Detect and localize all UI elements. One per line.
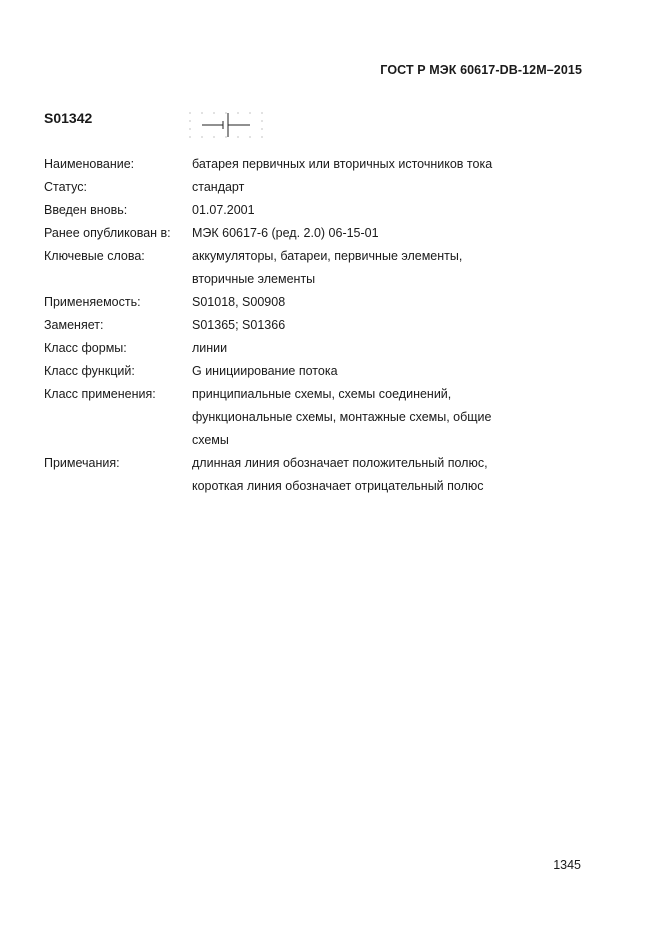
attribute-value: [192, 383, 584, 452]
attribute-value: [192, 360, 584, 383]
attribute-row: [44, 222, 584, 245]
attribute-value: [192, 245, 584, 291]
attribute-label: Класс применения:: [44, 387, 156, 401]
attribute-row: [44, 291, 584, 314]
attribute-row: [44, 452, 584, 498]
attribute-row: [44, 245, 584, 291]
attribute-value-line: длинная линия обозначает положительный полюс,: [192, 456, 488, 470]
attribute-label: Класс функций:: [44, 364, 135, 378]
attribute-value-line: S01018, S00908: [192, 295, 286, 309]
attribute-label: Наименование:: [44, 157, 135, 171]
attribute-value-line: принципиальные схемы, схемы соединений,: [192, 387, 452, 401]
document-header: ГОСТ Р МЭК 60617-DB-12M–2015: [380, 63, 582, 77]
attribute-value: [192, 291, 584, 314]
attribute-label: Ранее опубликован в:: [44, 226, 171, 240]
attribute-label: Введен вновь:: [44, 203, 128, 217]
attribute-value: [192, 153, 584, 176]
attribute-value: [192, 314, 584, 337]
attribute-value-line: МЭК 60617-6 (ред. 2.0) 06-15-01: [192, 226, 379, 240]
page-number: 1345: [553, 858, 581, 872]
attribute-value: [192, 222, 584, 245]
attribute-row: [44, 337, 584, 360]
attribute-value: [192, 199, 584, 222]
attribute-label: Примечания:: [44, 456, 120, 470]
attribute-value-line: 01.07.2001: [192, 203, 255, 217]
attribute-row: [44, 153, 584, 176]
attribute-value-line: S01365; S01366: [192, 318, 286, 332]
attribute-row: [44, 314, 584, 337]
attribute-row: [44, 176, 584, 199]
attribute-value-line: стандарт: [192, 180, 245, 194]
attribute-row: [44, 360, 584, 383]
attribute-value-line: батарея первичных или вторичных источников тока: [192, 157, 493, 171]
attribute-value: [192, 452, 584, 498]
attribute-value: [192, 176, 584, 199]
attribute-row: [44, 383, 584, 452]
attribute-label: Применяемость:: [44, 295, 141, 309]
attribute-value-line: схемы: [192, 433, 229, 447]
attribute-value-line: аккумуляторы, батареи, первичные элементы,: [192, 249, 463, 263]
attribute-value: [192, 337, 584, 360]
attribute-value-line: функциональные схемы, монтажные схемы, общие: [192, 410, 492, 424]
attribute-value-line: линии: [192, 341, 228, 355]
attribute-label: Заменяет:: [44, 318, 104, 332]
attribute-label: Статус:: [44, 180, 87, 194]
attribute-label: Класс формы:: [44, 341, 127, 355]
attribute-value-line: короткая линия обозначает отрицательный полюс: [192, 479, 484, 493]
symbol-code: S01342: [44, 110, 93, 126]
battery-symbol-icon: [188, 111, 264, 143]
attribute-value-line: вторичные элементы: [192, 272, 316, 286]
attribute-row: [44, 199, 584, 222]
attribute-label: Ключевые слова:: [44, 249, 145, 263]
attribute-value-line: G инициирование потока: [192, 364, 338, 378]
attribute-table: [44, 153, 584, 498]
